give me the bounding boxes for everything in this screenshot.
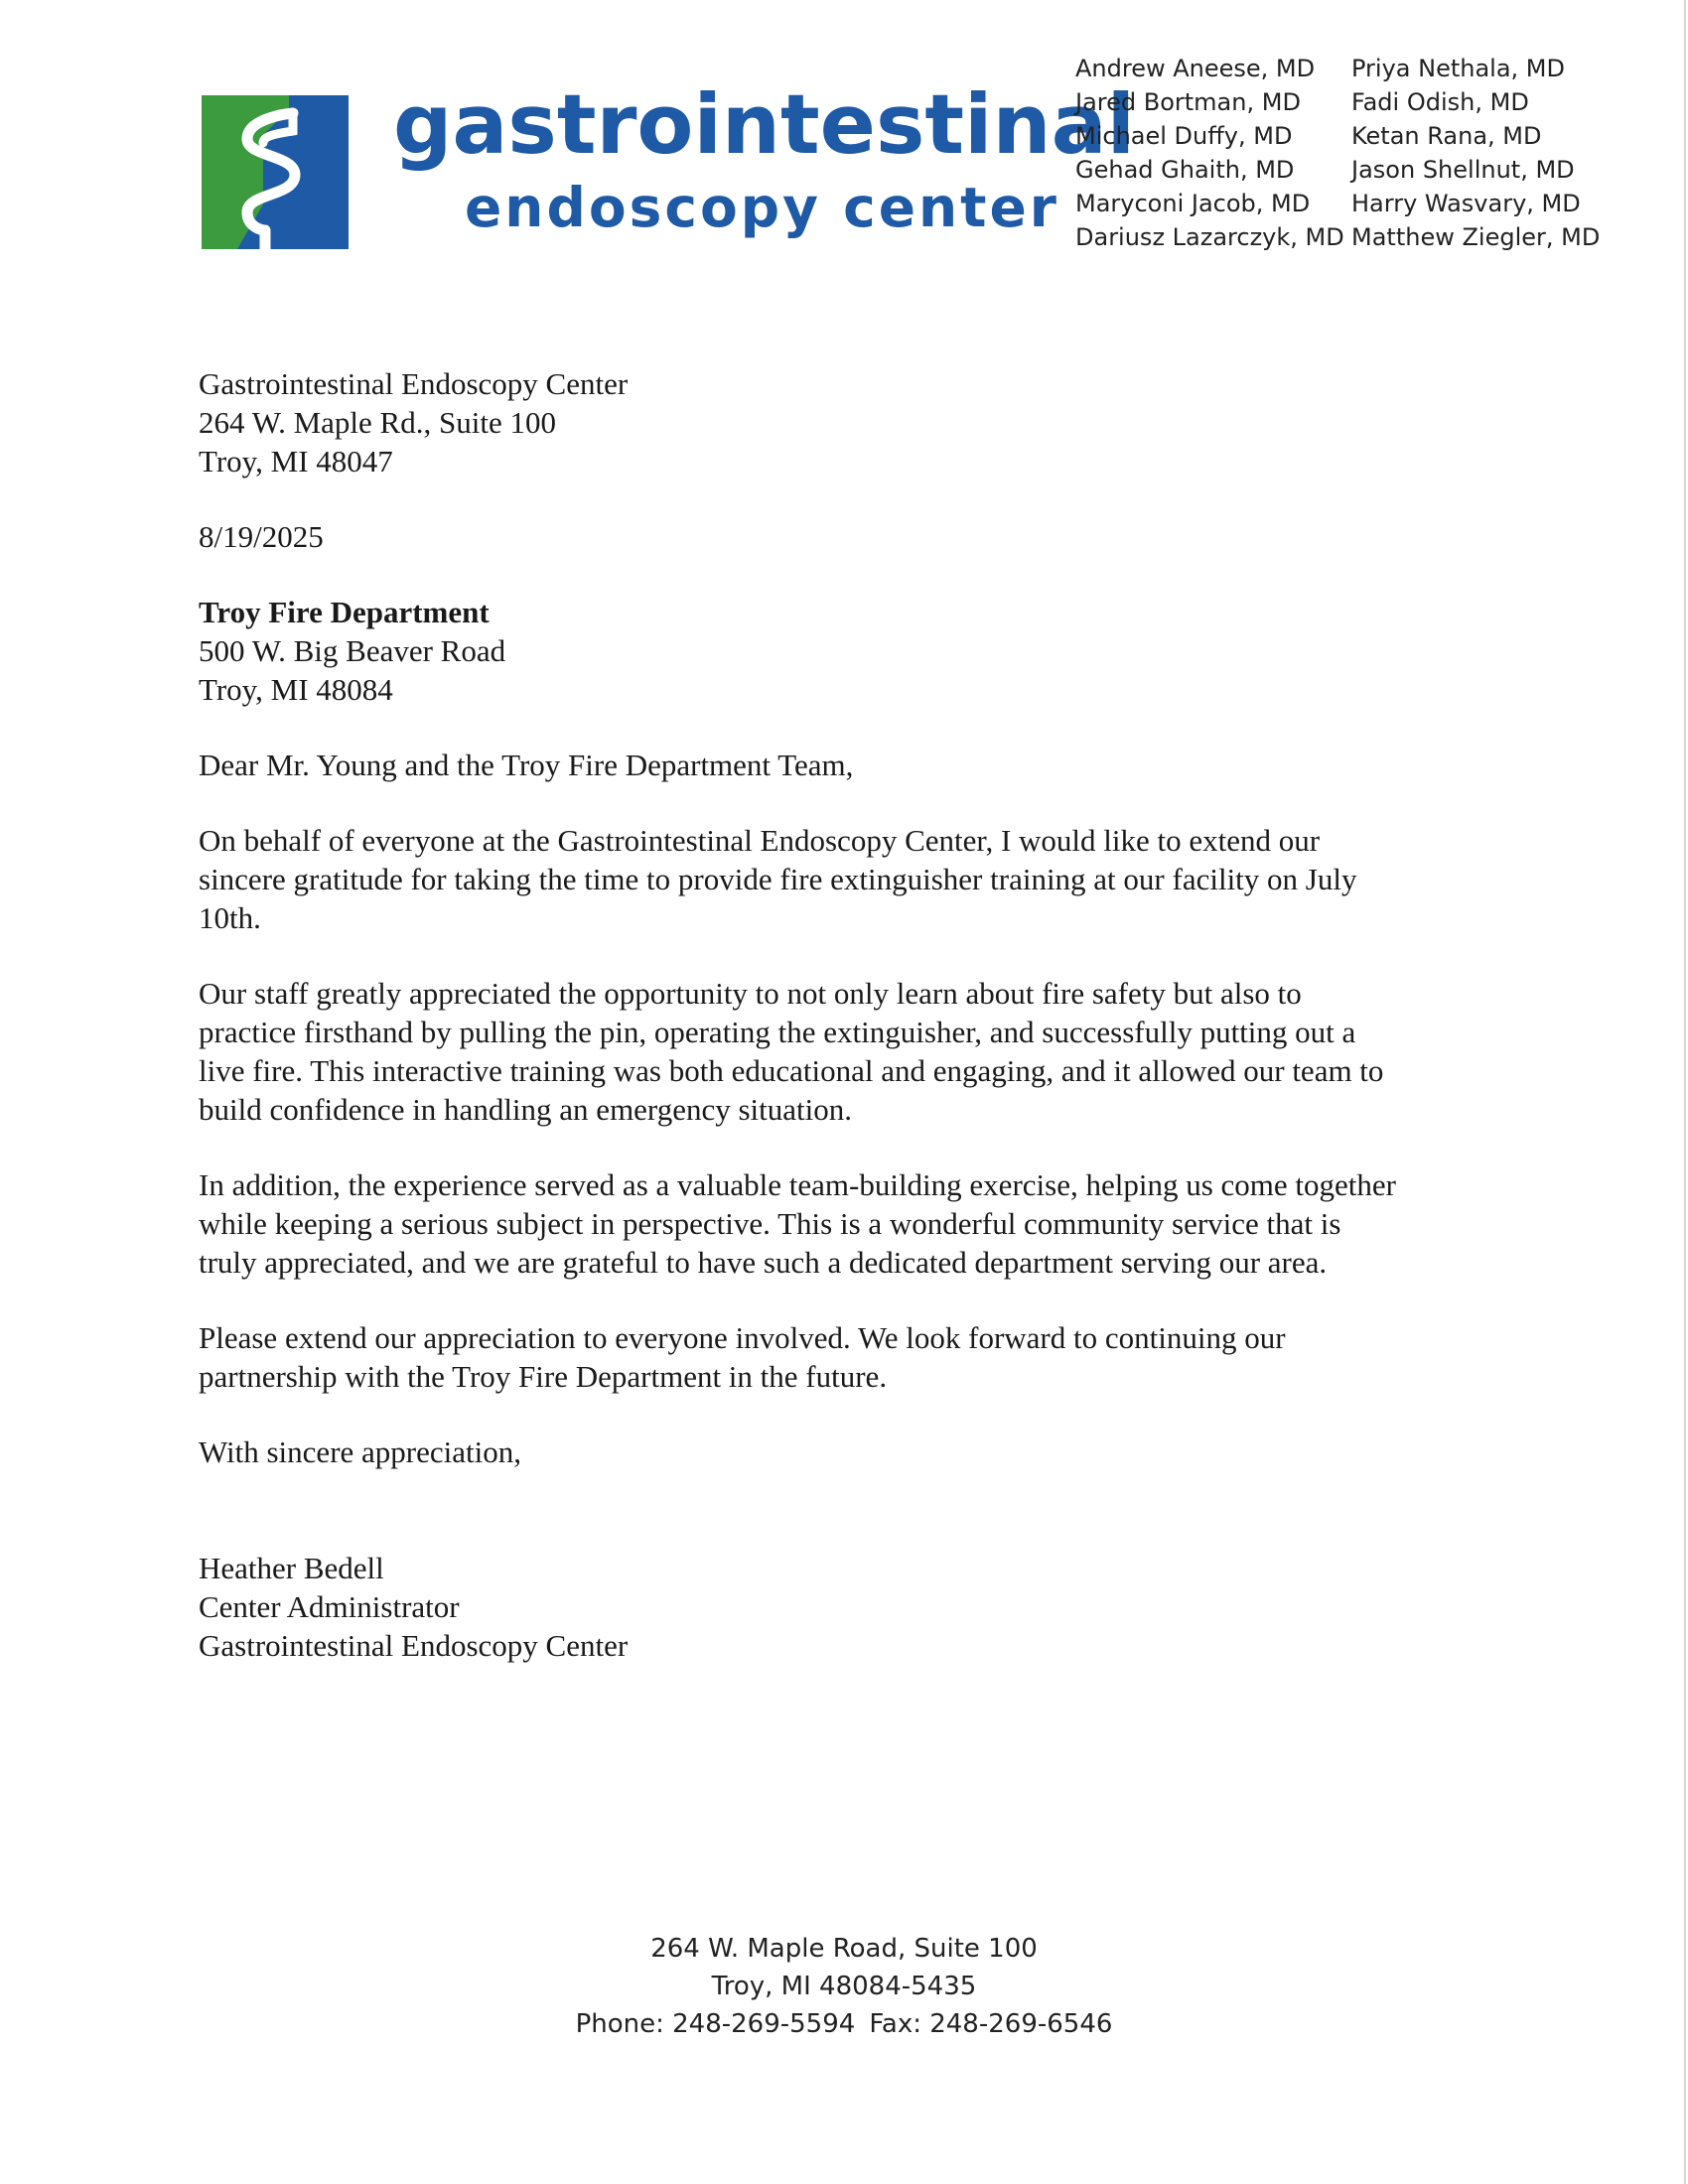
physician-name: Priya Nethala, MD (1351, 55, 1565, 82)
footer-fax: Fax: 248-269-6546 (869, 2009, 1113, 2039)
recipient-city: Troy, MI 48084 (199, 672, 393, 707)
paragraph-line: truly appreciated, and we are grateful to have such a dedicated department serving our area. (199, 1245, 1328, 1280)
footer-city: Troy, MI 48084-5435 (711, 1972, 977, 2001)
paragraph-line: live fire. This interactive training was both educational and engaging, and it allowed our team to (199, 1053, 1384, 1088)
letter-body (199, 364, 1499, 1665)
sender-name: Gastrointestinal Endoscopy Center (199, 366, 629, 401)
paragraph-3 (199, 1165, 1499, 1282)
paragraph-line: In addition, the experience served as a valuable team-building exercise, helping us come together (199, 1167, 1396, 1202)
physician-name: Andrew Aneese, MD (1075, 55, 1316, 82)
paragraph-4 (199, 1318, 1499, 1396)
recipient-name: Troy Fire Department (199, 595, 490, 629)
physician-name: Maryconi Jacob, MD (1075, 190, 1311, 217)
physician-name: Gehad Ghaith, MD (1075, 156, 1295, 184)
physician-list-right (1351, 52, 1600, 254)
footer-street: 264 W. Maple Road, Suite 100 (650, 1934, 1038, 1964)
physician-list-left (1075, 52, 1344, 254)
logo-wordmark-primary: gastrointestinal (393, 76, 1136, 173)
sender-city: Troy, MI 48047 (199, 444, 393, 478)
paragraph-line: Our staff greatly appreciated the opportunity to not only learn about fire safety but also to (199, 976, 1302, 1011)
letter-date: 8/19/2025 (199, 519, 324, 554)
paragraph-line: Please extend our appreciation to everyone involved. We look forward to continuing our (199, 1320, 1286, 1355)
signatory-name: Heather Bedell (199, 1551, 384, 1585)
sender-address (199, 364, 1499, 480)
footer-phone: Phone: 248-269-5594 (575, 2009, 856, 2039)
paragraph-line: while keeping a serious subject in perspective. This is a wonderful community service that is (199, 1206, 1341, 1241)
physician-name: Ketan Rana, MD (1351, 122, 1542, 150)
salutation: Dear Mr. Young and the Troy Fire Department Team, (199, 748, 854, 782)
paragraph-line: build confidence in handling an emergency situation. (199, 1092, 852, 1127)
paragraph-line: 10th. (199, 900, 261, 935)
paragraph-1 (199, 821, 1499, 937)
physician-name: Matthew Ziegler, MD (1351, 223, 1601, 251)
physician-name: Fadi Odish, MD (1351, 88, 1529, 116)
physician-name: Harry Wasvary, MD (1351, 190, 1581, 217)
physician-name: Michael Duffy, MD (1075, 122, 1293, 150)
signatory-title: Center Administrator (199, 1589, 460, 1624)
paragraph-line: sincere gratitude for taking the time to provide fire extinguisher training at our facility on July (199, 862, 1357, 896)
paragraph-line: practice firsthand by pulling the pin, operating the extinguisher, and successfully putting out a (199, 1015, 1356, 1049)
physician-name: Jared Bortman, MD (1075, 88, 1301, 116)
signature-block (199, 1549, 1499, 1665)
signatory-organization: Gastrointestinal Endoscopy Center (199, 1628, 629, 1663)
paragraph-line: On behalf of everyone at the Gastrointestinal Endoscopy Center, I would like to extend our (199, 823, 1321, 858)
paragraph-line: partnership with the Troy Fire Department in the future. (199, 1359, 888, 1394)
paragraph-2 (199, 974, 1499, 1129)
closing: With sincere appreciation, (199, 1434, 521, 1469)
physician-name: Jason Shellnut, MD (1351, 156, 1575, 184)
sender-street: 264 W. Maple Rd., Suite 100 (199, 405, 556, 440)
recipient-street: 500 W. Big Beaver Road (199, 633, 506, 668)
gi-logo-icon (202, 95, 349, 249)
physician-name: Dariusz Lazarczyk, MD (1075, 223, 1344, 251)
recipient-address (199, 593, 1499, 709)
logo-wordmark-secondary: endoscopy center (465, 176, 1059, 239)
footer-address (0, 1930, 1688, 2043)
footer-contact (0, 2005, 1688, 2043)
